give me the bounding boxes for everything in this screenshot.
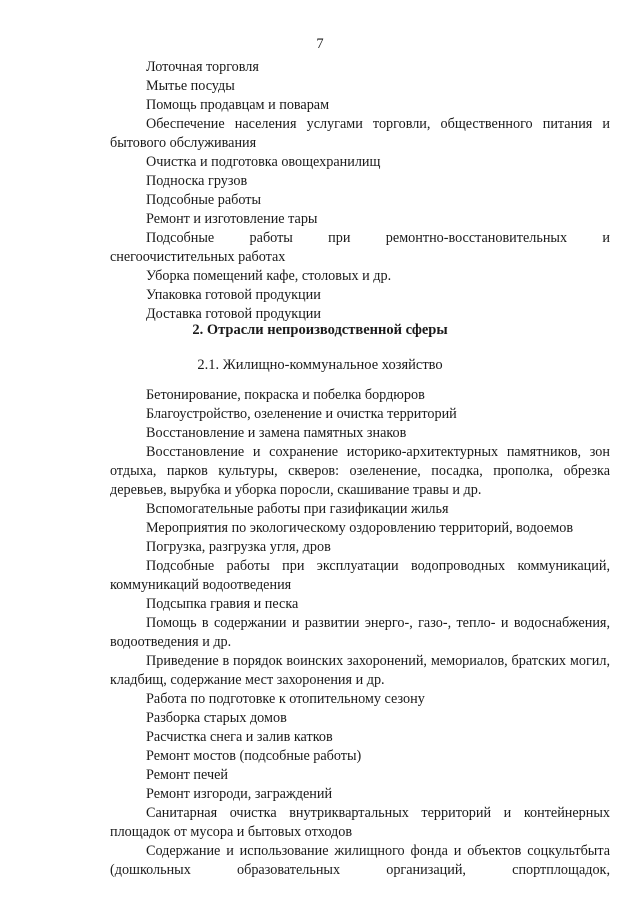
list-item: Благоустройство, озеленение и очистка территорий xyxy=(146,406,457,422)
section-heading: 2. Отрасли непроизводственной сферы xyxy=(192,322,448,338)
list-item: Погрузка, разгрузка угля, дров xyxy=(146,539,331,555)
list-item: Помощь в содержании и развитии энерго-, газо-, тепло- и водоснабжения, водоотведения и др. xyxy=(110,615,610,650)
list-item: Восстановление и замена памятных знаков xyxy=(146,425,407,441)
list-item: Вспомогательные работы при газификации жилья xyxy=(146,501,449,517)
list-item: Ремонт и изготовление тары xyxy=(146,211,318,227)
list-bottom xyxy=(110,386,610,880)
list-item: Восстановление и сохранение историко-архитектурных памятников, зон отдыха, парков культуры, скверов: озеленение, посадка, прополка, обрезка деревьев, вырубка и уборка поросли, скашивание травы и др. xyxy=(110,444,610,498)
list-item: Ремонт изгороди, заграждений xyxy=(146,786,333,802)
list-item: Упаковка готовой продукции xyxy=(146,287,321,303)
subsection-heading: 2.1. Жилищно-коммунальное хозяйство xyxy=(197,357,443,373)
list-item: Очистка и подготовка овощехранилищ xyxy=(146,154,381,170)
list-item: Помощь продавцам и поварам xyxy=(146,97,330,113)
list-item: Бетонирование, покраска и побелка бордюров xyxy=(146,387,425,403)
list-item: Мероприятия по экологическому оздоровлению территорий, водоемов xyxy=(146,520,574,536)
list-item: Мытье посуды xyxy=(146,78,235,94)
list-item: Работа по подготовке к отопительному сезону xyxy=(146,691,425,707)
list-item: Санитарная очистка внутриквартальных территорий и контейнерных площадок от мусора и бытовых отходов xyxy=(110,805,610,840)
list-item: Подсобные работы xyxy=(146,192,261,208)
list-item: Уборка помещений кафе, столовых и др. xyxy=(146,268,392,284)
list-item: Расчистка снега и залив катков xyxy=(146,729,333,745)
page-number: 7 xyxy=(316,36,324,52)
list-item: Подсобные работы при эксплуатации водопроводных коммуникаций, коммуникаций водоотведения xyxy=(110,558,610,593)
list-item: Обеспечение населения услугами торговли, общественного питания и бытового обслуживания xyxy=(110,116,610,151)
list-item: Лоточная торговля xyxy=(146,59,259,75)
list-item: Подсобные работы при ремонтно-восстановительных и снегоочистительных работах xyxy=(110,230,610,265)
list-item: Приведение в порядок воинских захоронений, мемориалов, братских могил, кладбищ, содержание мест захоронения и др. xyxy=(110,653,610,688)
list-item: Доставка готовой продукции xyxy=(146,306,321,322)
list-item: Ремонт печей xyxy=(146,767,228,783)
list-item: Содержание и использование жилищного фонда и объектов соцкультбыта (дошкольных образовательных организаций, спортплощадок, xyxy=(110,843,610,878)
list-item: Подсыпка гравия и песка xyxy=(146,596,299,612)
list-item: Подноска грузов xyxy=(146,173,248,189)
list-item: Разборка старых домов xyxy=(146,710,287,726)
list-item: Ремонт мостов (подсобные работы) xyxy=(146,748,362,764)
list-top xyxy=(110,58,610,324)
